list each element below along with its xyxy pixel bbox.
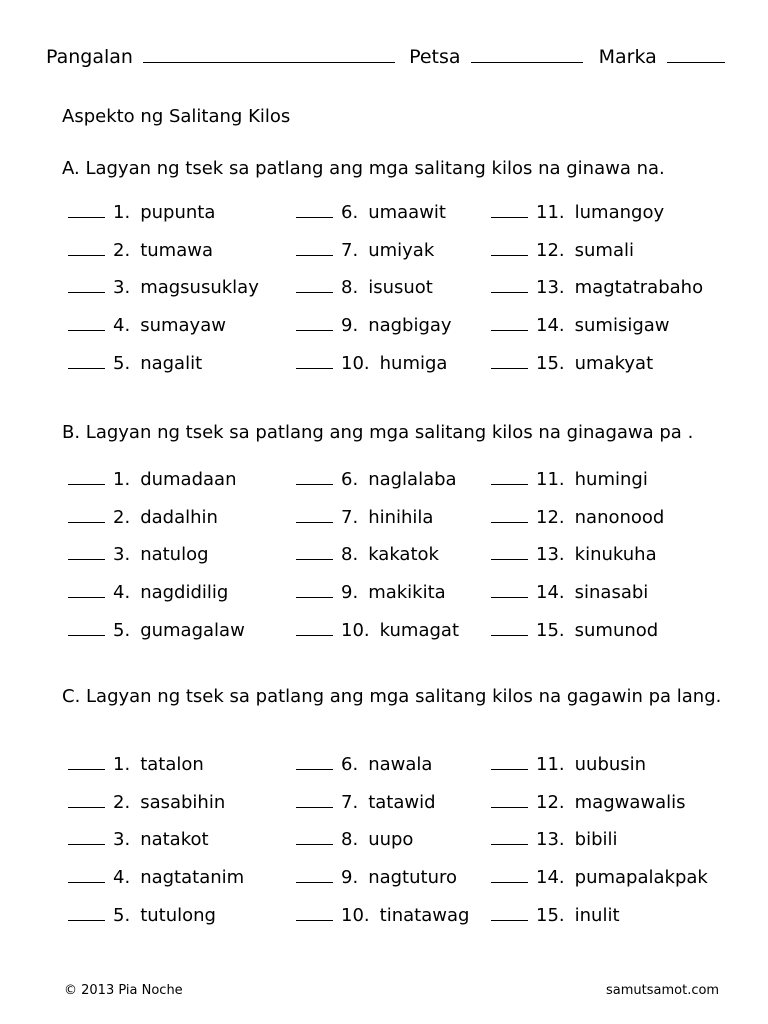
section-c-instruction — [62, 684, 746, 710]
checklist-item — [296, 277, 433, 298]
checklist-item — [296, 905, 469, 926]
checklist-item — [296, 315, 452, 336]
item-word: isusuot — [368, 277, 433, 299]
item-number: 3. — [113, 544, 131, 566]
check-blank[interactable] — [68, 280, 105, 293]
check-blank[interactable] — [491, 795, 528, 808]
check-blank[interactable] — [491, 870, 528, 883]
item-number: 12. — [536, 791, 565, 813]
item-number: 10. — [341, 352, 370, 374]
item-number: 13. — [536, 544, 565, 566]
item-word: nagtuturo — [368, 867, 458, 889]
item-number: 14. — [536, 582, 565, 604]
check-blank[interactable] — [296, 547, 333, 560]
item-word: natakot — [140, 829, 209, 851]
checklist-item — [491, 620, 658, 641]
item-number: 7. — [341, 791, 359, 813]
item-number: 13. — [536, 277, 565, 299]
item-number: 8. — [341, 829, 359, 851]
checklist-item — [296, 202, 446, 223]
check-blank[interactable] — [296, 472, 333, 485]
check-blank[interactable] — [491, 757, 528, 770]
checklist-item — [296, 507, 433, 528]
checklist-item — [68, 469, 236, 490]
date-label: Petsa — [409, 46, 461, 68]
item-number: 7. — [341, 506, 359, 528]
item-word: dadalhin — [140, 506, 218, 528]
item-word: tumawa — [140, 239, 213, 261]
checklist-item — [491, 754, 646, 775]
check-blank[interactable] — [491, 547, 528, 560]
item-word: magtatrabaho — [574, 277, 704, 299]
item-word: sinasabi — [574, 582, 649, 604]
item-word: tatalon — [140, 754, 204, 775]
item-word: uubusin — [574, 754, 647, 775]
item-word: nawala — [368, 754, 433, 775]
item-number: 4. — [113, 315, 131, 337]
item-word: nagalit — [140, 352, 203, 374]
item-word: dumadaan — [140, 469, 237, 490]
check-blank[interactable] — [296, 356, 333, 369]
item-word: nanonood — [574, 506, 665, 528]
check-blank[interactable] — [68, 547, 105, 560]
item-word: umaawit — [368, 202, 446, 223]
check-blank[interactable] — [68, 795, 105, 808]
check-blank[interactable] — [296, 205, 333, 218]
item-number: 10. — [341, 619, 370, 641]
item-number: 1. — [113, 469, 131, 490]
item-number: 8. — [341, 544, 359, 566]
instruction-suffix: . — [659, 158, 665, 179]
check-blank[interactable] — [68, 623, 105, 636]
check-blank[interactable] — [68, 870, 105, 883]
checklist-item — [491, 240, 634, 261]
checklist-item — [491, 867, 708, 888]
item-number: 9. — [341, 867, 359, 889]
checklist-item — [491, 353, 653, 374]
checklist-item — [68, 315, 226, 336]
item-word: kumagat — [379, 619, 459, 641]
section-b-instruction — [62, 420, 712, 446]
item-word: inulit — [574, 904, 620, 926]
item-word: umakyat — [574, 352, 654, 374]
checklist-item — [68, 582, 228, 603]
item-number: 10. — [341, 904, 370, 926]
checklist-item — [491, 315, 670, 336]
check-blank[interactable] — [491, 280, 528, 293]
instruction-emphasis: salitang kilos na ginagawa pa — [414, 422, 682, 443]
checklist-item — [491, 202, 664, 223]
checklist-item — [296, 469, 457, 490]
check-blank[interactable] — [68, 472, 105, 485]
check-blank[interactable] — [296, 318, 333, 331]
item-word: lumangoy — [574, 202, 665, 223]
item-number: 2. — [113, 791, 131, 813]
checklist-item — [491, 507, 664, 528]
instruction-emphasis: salitang kilos na ginawa na — [414, 158, 660, 179]
check-blank[interactable] — [68, 908, 105, 921]
checklist-item — [68, 240, 213, 261]
item-number: 3. — [113, 829, 131, 851]
item-number: 15. — [536, 904, 565, 926]
check-blank[interactable] — [296, 832, 333, 845]
checklist-item — [68, 544, 209, 565]
check-blank[interactable] — [491, 243, 528, 256]
check-blank[interactable] — [296, 908, 333, 921]
checklist-item — [296, 867, 457, 888]
item-word: humingi — [574, 469, 648, 490]
score-blank[interactable] — [667, 48, 725, 63]
check-blank[interactable] — [296, 870, 333, 883]
instruction-text: A. Lagyan ng tsek sa patlang ang mga — [62, 158, 415, 179]
checklist-item — [68, 792, 225, 813]
item-word: umiyak — [368, 239, 435, 261]
item-word: hinihila — [368, 506, 434, 528]
checklist-item — [491, 582, 648, 603]
item-number: 11. — [536, 469, 565, 490]
item-number: 3. — [113, 277, 131, 299]
checklist-item — [296, 544, 439, 565]
check-blank[interactable] — [68, 318, 105, 331]
checklist-item — [68, 620, 245, 641]
header-row — [46, 46, 726, 68]
item-number: 8. — [341, 277, 359, 299]
item-number: 2. — [113, 506, 131, 528]
item-word: magwawalis — [574, 791, 686, 813]
item-word: pupunta — [140, 202, 216, 223]
item-word: sumayaw — [140, 315, 226, 337]
item-word: makikita — [368, 582, 446, 604]
item-number: 15. — [536, 352, 565, 374]
instruction-emphasis: salitang kilos na gagawin pa lang — [415, 686, 716, 707]
item-number: 5. — [113, 352, 131, 374]
item-word: nagtatanim — [140, 867, 245, 889]
item-number: 12. — [536, 239, 565, 261]
item-number: 7. — [341, 239, 359, 261]
item-number: 14. — [536, 315, 565, 337]
checklist-item — [491, 905, 620, 926]
checklist-item — [491, 469, 648, 490]
item-number: 15. — [536, 619, 565, 641]
item-number: 2. — [113, 239, 131, 261]
footer-site: samutsamot.com — [606, 983, 720, 998]
checklist-item — [68, 905, 216, 926]
item-number: 4. — [113, 867, 131, 889]
check-blank[interactable] — [296, 795, 333, 808]
worksheet-title: Aspekto ng Salitang Kilos — [62, 106, 291, 127]
checklist-item — [296, 353, 447, 374]
check-blank[interactable] — [491, 908, 528, 921]
item-word: kinukuha — [574, 544, 657, 566]
checklist-item — [296, 582, 446, 603]
checklist-item — [68, 507, 218, 528]
item-number: 14. — [536, 867, 565, 889]
item-number: 5. — [113, 904, 131, 926]
check-blank[interactable] — [491, 318, 528, 331]
date-blank[interactable] — [471, 48, 583, 63]
check-blank[interactable] — [491, 510, 528, 523]
item-word: sumali — [574, 239, 634, 261]
check-blank[interactable] — [491, 623, 528, 636]
check-blank[interactable] — [68, 585, 105, 598]
item-number: 13. — [536, 829, 565, 851]
name-blank[interactable] — [143, 48, 395, 63]
item-number: 9. — [341, 315, 359, 337]
check-blank[interactable] — [68, 243, 105, 256]
checklist-item — [68, 829, 209, 850]
checklist-item — [491, 277, 703, 298]
check-blank[interactable] — [296, 757, 333, 770]
checklist-item — [296, 829, 413, 850]
instruction-text: C. Lagyan ng tsek sa patlang ang mga — [62, 686, 416, 707]
check-blank[interactable] — [68, 356, 105, 369]
checklist-item — [296, 792, 436, 813]
item-word: sumunod — [574, 619, 659, 641]
item-word: bibili — [574, 829, 618, 851]
name-label: Pangalan — [46, 46, 133, 68]
item-number: 11. — [536, 754, 565, 775]
checklist-item — [68, 277, 259, 298]
check-blank[interactable] — [491, 356, 528, 369]
checklist-item — [68, 867, 244, 888]
instruction-suffix: . — [681, 422, 694, 443]
checklist-item — [68, 202, 215, 223]
footer-copyright: © 2013 Pia Noche — [64, 983, 183, 998]
item-word: tinatawag — [379, 904, 470, 926]
check-blank[interactable] — [296, 623, 333, 636]
checklist-item — [296, 754, 432, 775]
item-number: 1. — [113, 754, 131, 775]
item-word: magsusuklay — [140, 277, 259, 299]
item-word: naglalaba — [368, 469, 457, 490]
checklist-item — [296, 240, 434, 261]
item-word: uupo — [368, 829, 414, 851]
item-number: 12. — [536, 506, 565, 528]
item-word: kakatok — [368, 544, 439, 566]
check-blank[interactable] — [491, 832, 528, 845]
check-blank[interactable] — [491, 585, 528, 598]
item-word: tutulong — [140, 904, 216, 926]
checklist-item — [68, 754, 204, 775]
check-blank[interactable] — [296, 280, 333, 293]
item-number: 9. — [341, 582, 359, 604]
item-word: gumagalaw — [140, 619, 245, 641]
check-blank[interactable] — [68, 832, 105, 845]
check-blank[interactable] — [296, 243, 333, 256]
item-number: 11. — [536, 202, 565, 223]
check-blank[interactable] — [491, 472, 528, 485]
section-a-instruction — [62, 156, 712, 182]
instruction-text: B. Lagyan ng tsek sa patlang ang mga — [62, 422, 415, 443]
item-number: 6. — [341, 202, 359, 223]
item-number: 5. — [113, 619, 131, 641]
checklist-item — [68, 353, 202, 374]
checklist-item — [491, 544, 657, 565]
check-blank[interactable] — [296, 510, 333, 523]
item-number: 4. — [113, 582, 131, 604]
checklist-item — [491, 829, 618, 850]
check-blank[interactable] — [68, 510, 105, 523]
item-number: 6. — [341, 754, 359, 775]
item-word: natulog — [140, 544, 209, 566]
score-label: Marka — [598, 46, 657, 68]
item-word: nagdidilig — [140, 582, 229, 604]
check-blank[interactable] — [296, 585, 333, 598]
check-blank[interactable] — [491, 205, 528, 218]
instruction-suffix: . — [715, 686, 722, 707]
item-word: humiga — [379, 352, 448, 374]
check-blank[interactable] — [68, 757, 105, 770]
item-word: sumisigaw — [574, 315, 670, 337]
checklist-item — [296, 620, 459, 641]
item-word: nagbigay — [368, 315, 452, 337]
item-word: sasabihin — [140, 791, 226, 813]
item-number: 6. — [341, 469, 359, 490]
item-number: 1. — [113, 202, 131, 223]
checklist-item — [491, 792, 686, 813]
check-blank[interactable] — [68, 205, 105, 218]
item-word: pumapalakpak — [574, 867, 708, 889]
item-word: tatawid — [368, 791, 436, 813]
